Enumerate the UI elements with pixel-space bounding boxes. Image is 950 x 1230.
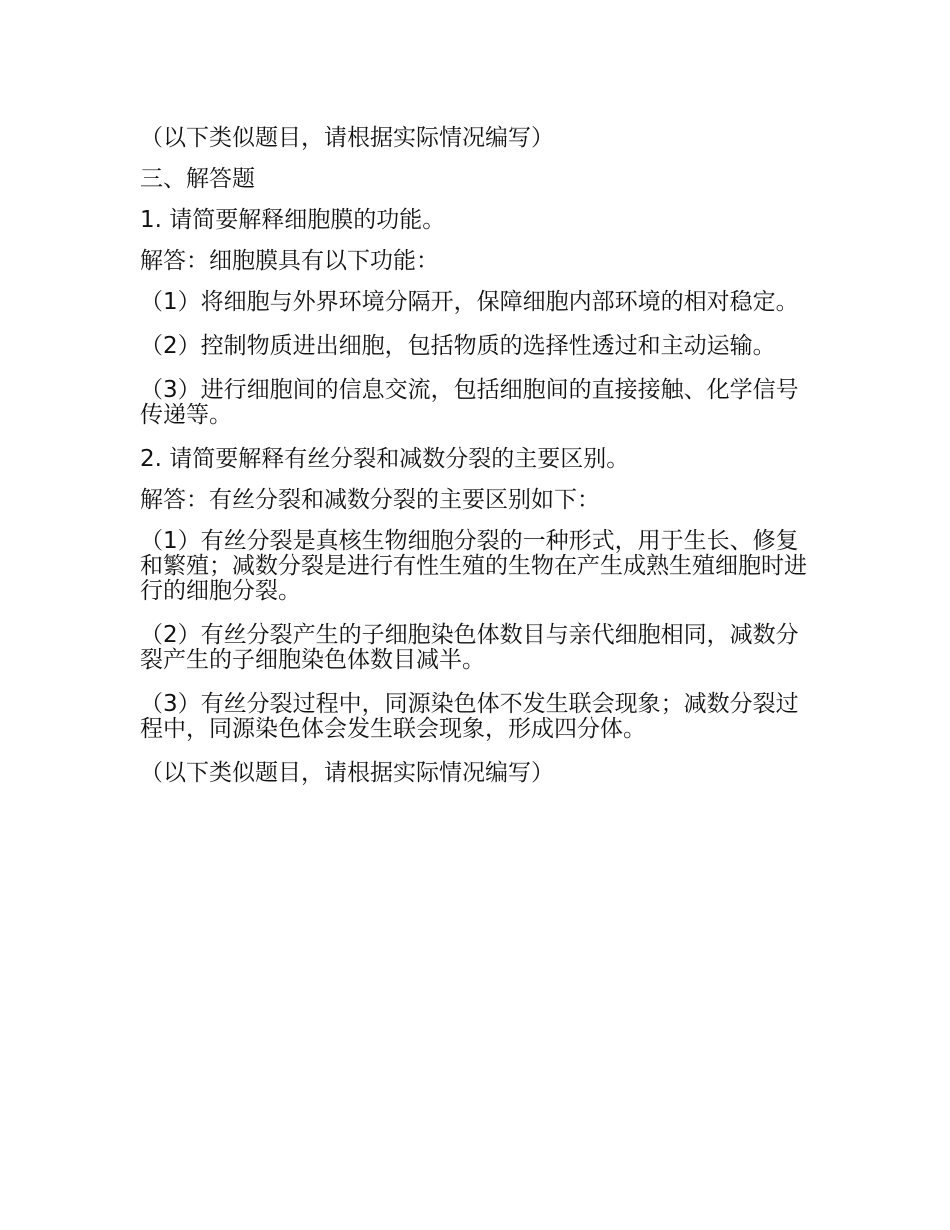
note-line-end: （以下类似题目，请根据实际情况编写） — [140, 760, 554, 786]
question-1: 1. 请简要解释细胞膜的功能。 — [140, 207, 446, 233]
answer-2-point-2: （2）有丝分裂产生的子细胞染色体数目与亲代细胞相同，减数分裂产生的子细胞染色体数目减半。 — [140, 622, 799, 673]
answer-2-point-1: （1）有丝分裂是真核生物细胞分裂的一种形式，用于生长、修复和繁殖；减数分裂是进行有性生殖的生物在产生成熟生殖细胞时进行的细胞分裂。 — [140, 528, 807, 604]
answer-2-point-3: （3）有丝分裂过程中，同源染色体不发生联会现象；减数分裂过程中，同源染色体会发生联会现象，形成四分体。 — [140, 691, 799, 742]
answer-1-point-3: （3）进行细胞间的信息交流，包括细胞间的直接接触、化学信号传递等。 — [140, 377, 799, 428]
section-heading: 三、解答题 — [140, 166, 255, 192]
document-body — [140, 126, 810, 802]
answer-1-point-1: （1）将细胞与外界环境分隔开，保障细胞内部环境的相对稳定。 — [140, 289, 799, 315]
answer-2-intro: 解答：有丝分裂和减数分裂的主要区别如下： — [140, 487, 600, 513]
answer-1-intro: 解答：细胞膜具有以下功能： — [140, 248, 439, 274]
note-line: （以下类似题目，请根据实际情况编写） — [140, 125, 554, 151]
question-2: 2. 请简要解释有丝分裂和减数分裂的主要区别。 — [140, 446, 630, 472]
answer-1-point-2: （2）控制物质进出细胞，包括物质的选择性透过和主动运输。 — [140, 333, 776, 359]
